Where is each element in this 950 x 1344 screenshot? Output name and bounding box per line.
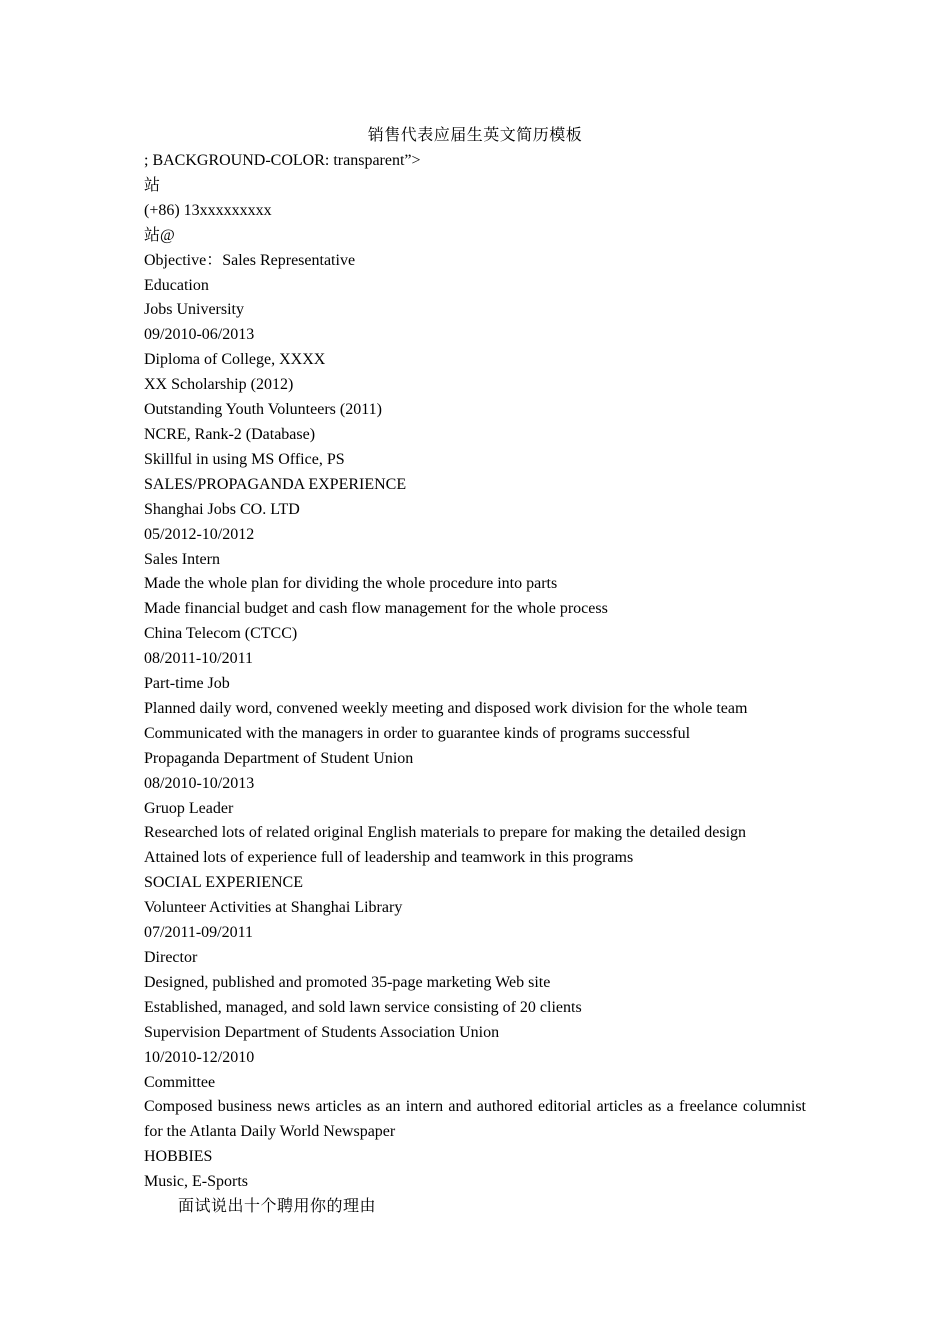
text-line: Made financial budget and cash flow management for the whole process: [144, 600, 608, 618]
text-line: Part-time Job: [144, 675, 230, 693]
phone-line: (+86) 13xxxxxxxxx: [144, 201, 272, 219]
objective-line: Objective：Sales Representative: [144, 251, 356, 269]
text-line: Sales Intern: [144, 550, 220, 568]
date-line: 07/2011-09/2011: [144, 924, 254, 942]
text-line: ; BACKGROUND-COLOR: transparent”>: [144, 152, 421, 169]
date-line: 08/2010-10/2013: [144, 774, 255, 792]
text-line: Communicated with the managers in order to guarantee kinds of programs successful: [144, 724, 691, 742]
section-heading-sales-experience: SALES/PROPAGANDA EXPERIENCE: [144, 475, 407, 493]
text-line: Jobs University: [144, 301, 244, 319]
section-heading-education: Education: [144, 276, 209, 294]
text-line: Researched lots of related original English materials to prepare for making the detailed design: [144, 824, 747, 842]
text-line: Director: [144, 949, 198, 966]
text-line: Music, E-Sports: [144, 1173, 248, 1191]
text-line: Skillful in using MS Office, PS: [144, 450, 345, 468]
date-line: 08/2011-10/2011: [144, 650, 254, 668]
text-line: Attained lots of experience full of leadership and teamwork in this programs: [144, 849, 634, 867]
text-line: Propaganda Department of Student Union: [144, 749, 414, 767]
text-line: Made the whole plan for dividing the whole procedure into parts: [144, 575, 558, 593]
text-line: Supervision Department of Students Association Union: [144, 1023, 500, 1041]
section-heading-social-experience: SOCIAL EXPERIENCE: [144, 874, 303, 892]
date-line: 05/2012-10/2012: [144, 525, 255, 543]
text-line: Shanghai Jobs CO. LTD: [144, 500, 300, 518]
text-line: 站: [144, 176, 161, 194]
text-line: Gruop Leader: [144, 799, 234, 817]
section-heading-hobbies: HOBBIES: [144, 1148, 213, 1166]
text-line: Designed, published and promoted 35-page marketing Web site: [144, 973, 551, 991]
text-line: Diploma of College, XXXX: [144, 351, 326, 369]
footer-line: 面试说出十个聘用你的理由: [178, 1198, 377, 1216]
resume-body: [144, 149, 806, 1220]
text-line: Outstanding Youth Volunteers (2011): [144, 401, 382, 419]
text-line: Committee: [144, 1073, 216, 1091]
text-line: Volunteer Activities at Shanghai Library: [144, 899, 403, 917]
date-line: 09/2010-06/2013: [144, 326, 255, 344]
date-line: 10/2010-12/2010: [144, 1048, 255, 1066]
document-title: 销售代表应届生英文简历模板: [367, 127, 583, 144]
text-line: Planned daily word, convened weekly meeting and disposed work division for the whole team: [144, 699, 748, 717]
text-line: NCRE, Rank-2 (Database): [144, 425, 316, 443]
text-line: China Telecom (CTCC): [144, 625, 298, 643]
text-line: Established, managed, and sold lawn service consisting of 20 clients: [144, 998, 582, 1016]
text-paragraph: Composed business news articles as an intern and authored editorial articles as a freelance columnist for the Atlanta Daily World Newspaper: [144, 1098, 806, 1141]
text-line: XX Scholarship (2012): [144, 376, 294, 394]
email-line: 站@: [144, 226, 175, 244]
